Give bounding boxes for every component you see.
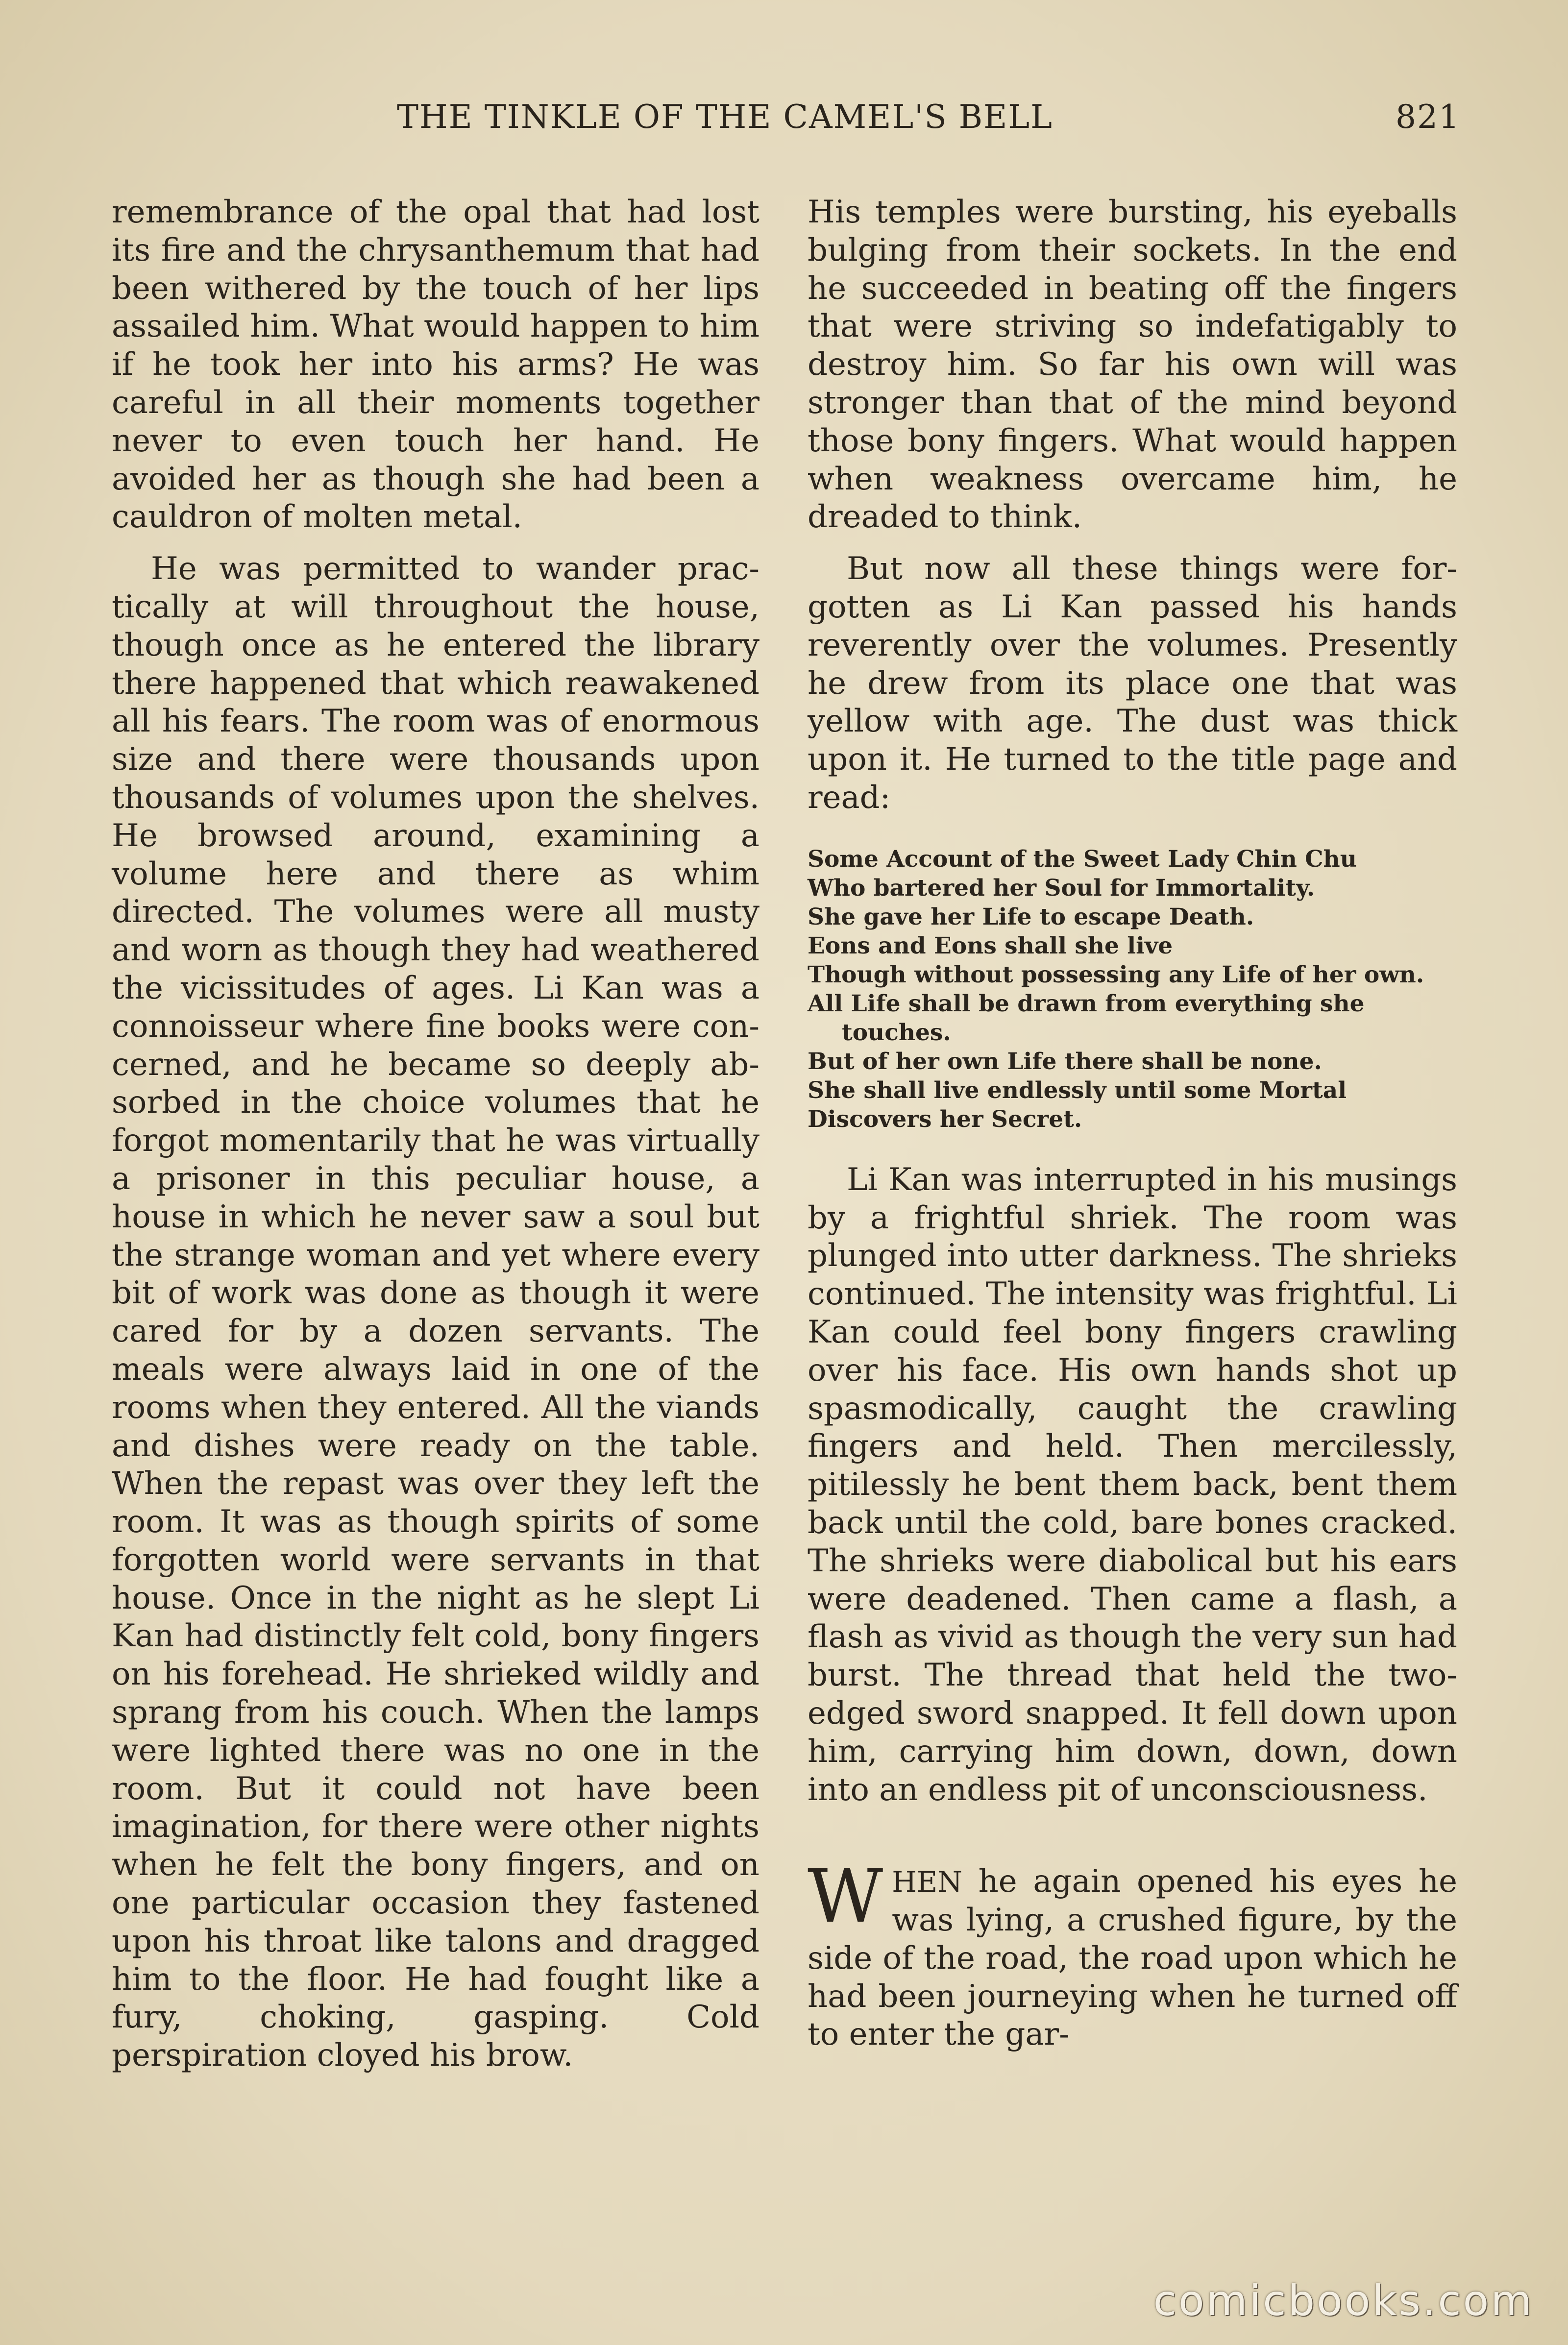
paragraph: Li Kan was interrupted in his musings by a frightful shriek. The room was plunged into utter darkness. The shrieks continued. The intensity was frightful. Li Kan could feel bony fingers crawling over his face. His own hands shot up spasmodically, caught the crawling fingers and held. Then mercilessly, pitilessly he bent them back, bent them back until the cold, bare bones cracked. The shrieks were diabolical but his ears were deadened. Then came a flash, a flash as vivid as though the very sun had burst. The thread that held the two-edged sword snapped. It fell down upon him, carrying him down, down, down into an endless pit of unconsciousness. — [808, 1161, 1457, 1808]
book-title-page-verse — [808, 845, 1457, 1134]
paragraph: remembrance of the opal that had lost its fire and the chrysanthemum that had been withered by the touch of her lips assailed him. What would happen to him if he took her into his arms? He was careful in all their moments together never to even touch her hand. He avoided her as though she had been a cauldron of molten metal. — [112, 194, 760, 536]
right-column — [808, 194, 1457, 2054]
paragraph: He was permitted to wander practically at will throughout the house, though once as he entered the library there happened that which reawakened all his fears. The room was of enormous size and there were thousands upon thousands of volumes upon the shelves. He browsed around, examining a volume here and there as whim directed. The volumes were all musty and worn as though they had weathered the vicissitudes of ages. Li Kan was a connoisseur where fine books were concerned, and he became so deeply absorbed in the choice volumes that he forgot momentarily that he was virtually a prisoner in this peculiar house, a house in which he never saw a soul but the strange woman and yet where every bit of work was done as though it were cared for by a dozen servants. The meals were always laid in one of the rooms when they entered. All the viands and dishes were ready on the table. When the repast was over they left the room. It was as though spirits of some forgotten world were servants in that house. Once in the night as he slept Li Kan had distinctly felt cold, bony fingers on his forehead. He shrieked wildly and sprang from his couch. When the lamps were lighted there was no one in the room. But it could not have been imagination, for there were other nights when he felt the bony fingers, and on one particular occasion they fastened upon his throat like talons and dragged him to the floor. He had fought like a fury, choking, gasping. Cold perspiration cloyed his brow. — [112, 551, 760, 2074]
running-title: THE TINKLE OF THE CAMEL'S BELL — [397, 98, 1053, 136]
left-column — [112, 194, 760, 2075]
verse-line: All Life shall be drawn from everything she touches. — [808, 990, 1365, 1046]
verse-line: She gave her Life to escape Death. — [808, 903, 1254, 930]
small-caps-lead: HEN — [892, 1865, 962, 1899]
drop-cap: W — [808, 1854, 883, 1940]
watermark-logo: comicbooks.com — [1153, 2276, 1534, 2325]
verse-line: Eons and Eons shall she live — [808, 932, 1173, 959]
verse-line: But of her own Life there shall be none. — [808, 1048, 1322, 1075]
verse-line: Though without possessing any Life of her own. — [808, 961, 1424, 988]
verse-line: She shall live endlessly until some Mortal — [808, 1076, 1347, 1104]
paragraph: His temples were bursting, his eyeballs bulging from their sockets. In the end he succeeded in beating off the fingers that were striving so indefatigably to destroy him. So far his own will was stronger than that of the mind beyond those bony fingers. What would happen when weakness overcame him, he dreaded to think. — [808, 194, 1457, 536]
page-number: 821 — [1396, 98, 1460, 136]
section-opening-paragraph — [808, 1854, 1457, 2054]
verse-line: Discovers her Secret. — [808, 1105, 1082, 1133]
paragraph-text: he again opened his eyes he was lying, a crushed figure, by the side of the road, the road upon which he had been journeying when he turned off to enter the gar- — [808, 1863, 1457, 2053]
paragraph: But now all these things were forgotten as Li Kan passed his hands reverently over the volumes. Presently he drew from its place one that was yellow with age. The dust was thick upon it. He turned to the title page and read: — [808, 551, 1457, 816]
verse-line: Some Account of the Sweet Lady Chin Chu — [808, 845, 1357, 873]
running-head — [113, 98, 1460, 147]
verse-line: Who bartered her Soul for Immortality. — [808, 874, 1315, 902]
